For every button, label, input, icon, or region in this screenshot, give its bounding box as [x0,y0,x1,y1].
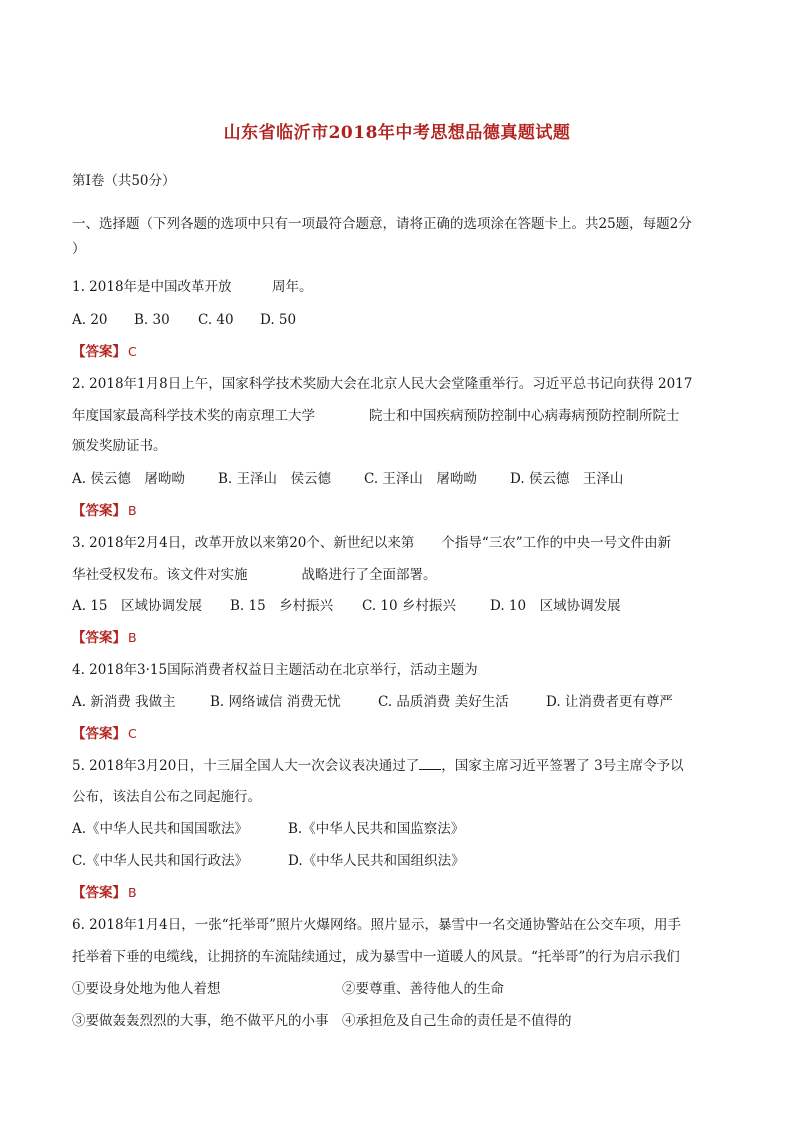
question-5-options-row-1 [72,820,464,838]
question-6-items-row-1 [72,980,504,998]
q5-option-b: B.《中华人民共和国监察法》 [288,821,465,837]
question-2-stem-line-1: 2. 2018年1月8日上午，国家科学技术奖励大会在北京人民大会堂隆重举行。习近平总书记向获得 2017 [72,376,693,392]
q1-option-d: D. 50 [260,312,297,328]
q5-option-d: D.《中华人民共和国组织法》 [288,853,465,869]
answer-value: B [128,885,137,900]
answer-value: B [128,503,137,518]
question-5-answer [72,884,137,902]
q3-option-a: A. 15 区域协调发展 [72,598,203,614]
q2-option-a: A. 侯云德 屠呦呦 [72,471,185,487]
q6-item-3: ③要做轰轰烈烈的大事，绝不做平凡的小事 [72,1013,329,1029]
q1-option-b: B. 30 [134,312,170,328]
q6-item-1: ①要设身处地为他人着想 [72,981,221,997]
q2-option-b: B. 王泽山 侯云德 [218,471,332,487]
q4-option-b: B. 网络诚信 消费无忧 [210,694,341,710]
q4-option-a: A. 新消费 我做主 [72,694,176,710]
question-2-options [72,470,623,488]
question-5-stem-line-1 [72,757,684,775]
question-4-options [72,693,673,711]
answer-value: C [128,726,137,741]
answer-label: 【答案】 [72,726,126,742]
question-3-answer [72,629,137,647]
q6-item-2: ②要尊重、善待他人的生命 [342,981,504,997]
question-3-options [72,597,621,615]
question-4-answer [72,725,137,743]
answer-label: 【答案】 [72,630,126,646]
question-1-stem: 1. 2018年是中国改革开放 周年。 [72,279,313,295]
question-6-stem-line-2: 托举着下垂的电缆线，让拥挤的车流陆续通过，成为暴雪中一道暖人的风景。“托举哥”的行为启示我们 [72,949,680,965]
question-1-answer [72,343,137,361]
question-6-stem-line-1: 6. 2018年1月4日，一张“托举哥”照片火爆网络。照片显示，暴雪中一名交通协警站在公交车项，用手 [72,917,682,933]
q6-item-4: ④承担危及自己生命的责任是不值得的 [342,1013,572,1029]
question-3-stem-line-1: 3. 2018年2月4日，改革开放以来第20个、新世纪以来第 个指导“三农”工作的中央一号文件由新 [72,535,672,551]
section-header: 第Ⅰ卷（共50分） [72,173,176,189]
answer-value: B [128,630,137,645]
q1-option-a: A. 20 [72,312,108,328]
q5-option-a: A.《中华人民共和国国歌法》 [72,821,249,837]
question-5-options-row-2 [72,852,465,870]
instruction-line-1: 一、选择题（下列各题的选项中只有一项最符合题意，请将正确的选项涂在答题卡上。共25题，每题2分 [72,216,692,232]
question-2-answer [72,502,137,520]
question-2-stem-line-3: 颁发奖励证书。 [72,438,167,454]
q5-option-c: C.《中华人民共和国行政法》 [72,853,249,869]
q1-option-c: C. 40 [198,312,234,328]
q3-option-c: C. 10 乡村振兴 [362,598,456,614]
q2-option-c: C. 王泽山 屠呦呦 [364,471,477,487]
question-4-stem: 4. 2018年3·15国际消费者权益日主题活动在北京举行，活动主题为 [72,662,478,678]
question-6-items-row-2 [72,1012,572,1030]
page-title: 山东省临沂市2018年中考思想品德真题试题 [223,123,571,143]
q5-stem-part-a: 5. 2018年3月20日，十三届全国人大一次会议表决通过了 [72,758,420,774]
q3-option-b: B. 15 乡村振兴 [230,598,334,614]
question-2-stem-line-2: 年度国家最高科学技术奖的南京理工大学 院士和中国疾病预防控制中心病毒病预防控制所院士 [72,408,680,424]
question-1-options [72,311,296,329]
fill-blank [419,757,441,770]
q2-option-d: D. 侯云德 王泽山 [510,471,624,487]
instruction-line-2: ） [72,241,86,257]
answer-label: 【答案】 [72,344,126,360]
q3-option-d: D. 10 区域协调发展 [490,598,621,614]
q4-option-c: C. 品质消费 美好生活 [378,694,509,710]
answer-label: 【答案】 [72,503,126,519]
answer-label: 【答案】 [72,885,126,901]
answer-value: C [128,344,137,359]
q4-option-d: D. 让消费者更有尊严 [546,694,673,710]
q5-stem-part-b: ，国家主席习近平签署了 3号主席令予以 [441,758,684,774]
question-3-stem-line-2: 华社受权发布。该文件对实施 战略进行了全面部署。 [72,567,437,583]
question-5-stem-line-2: 公布，该法自公布之同起施行。 [72,789,261,805]
